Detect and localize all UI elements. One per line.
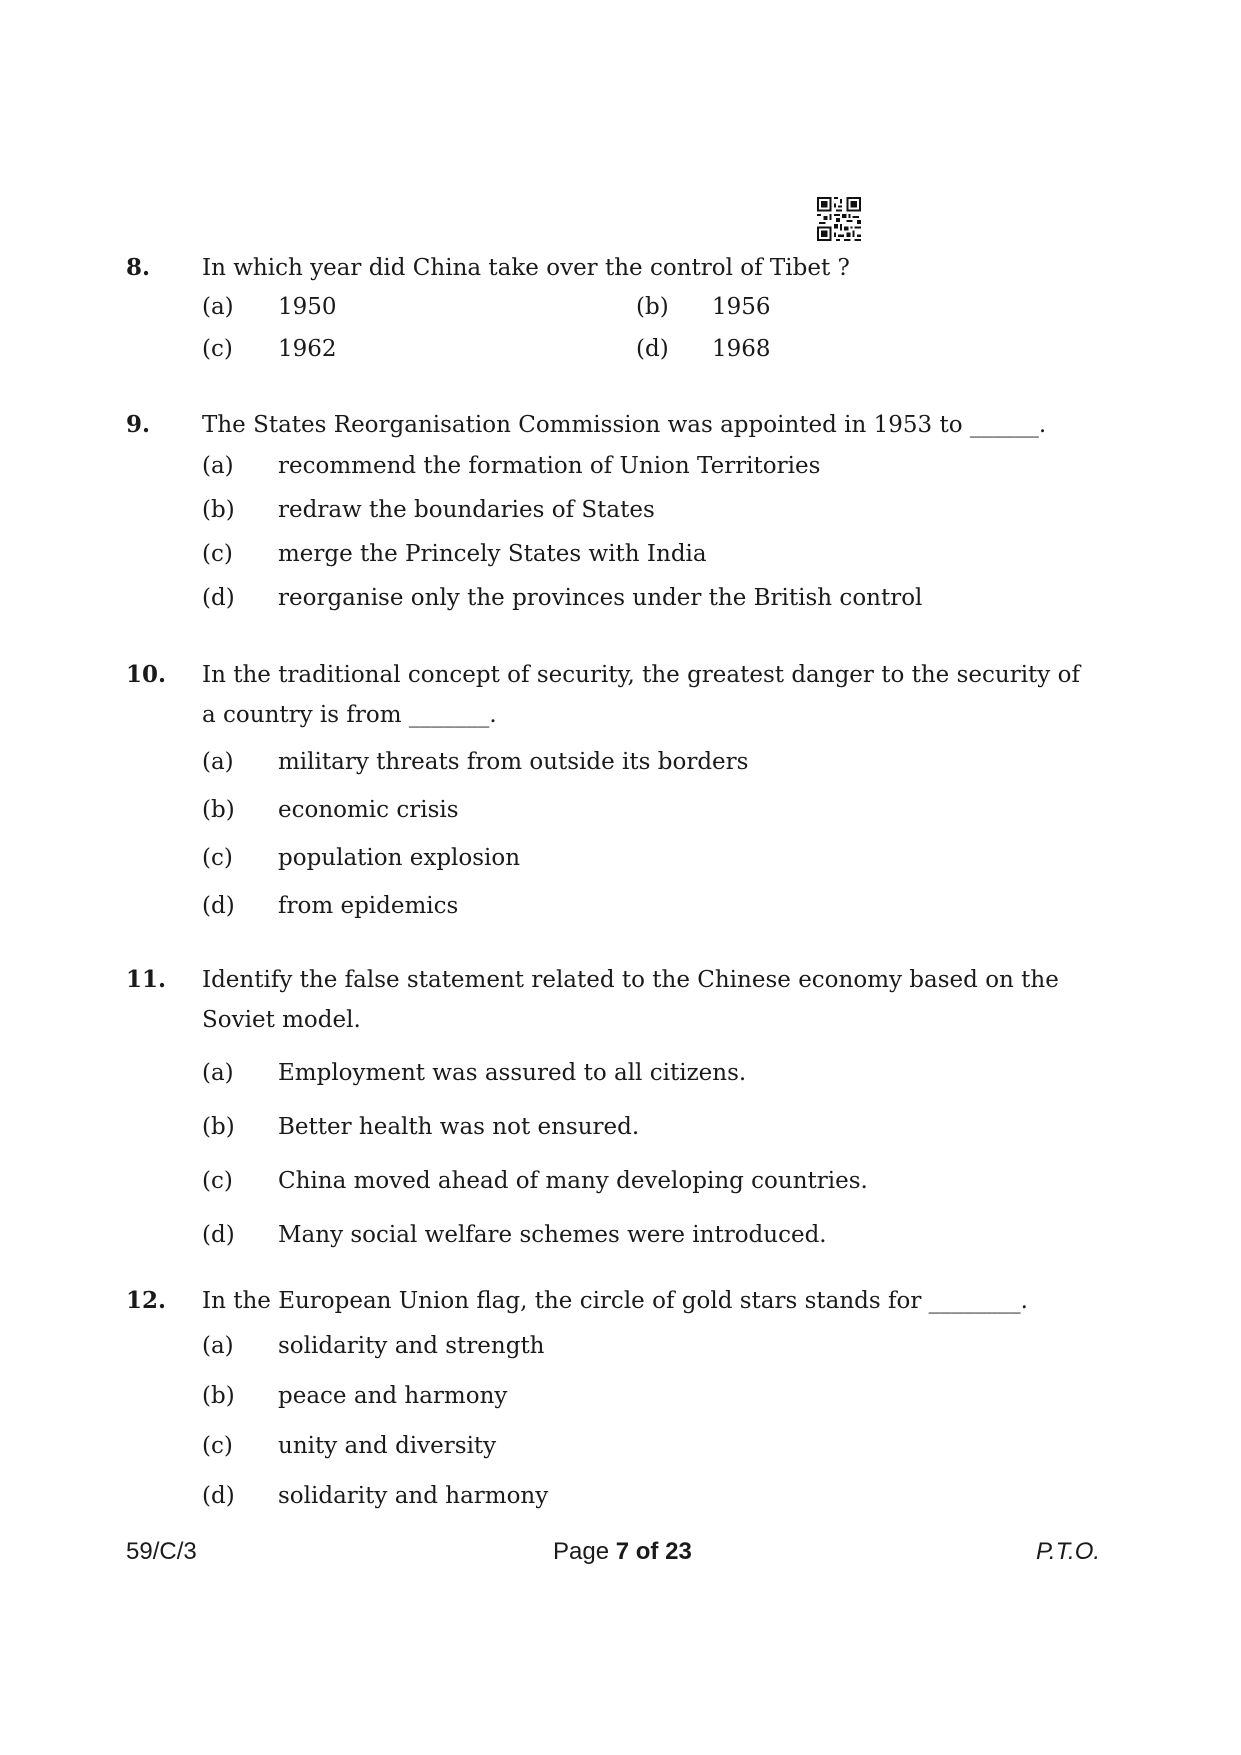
option-letter: (d) (202, 893, 235, 919)
page-current: 7 (615, 1538, 630, 1565)
option-a (202, 292, 337, 322)
option-d (202, 1481, 548, 1511)
option-text: military threats from outside its borders (278, 749, 749, 775)
option-text: redraw the boundaries of States (278, 497, 655, 523)
option-text: Many social welfare schemes were introduced. (278, 1222, 827, 1248)
question-text: In the European Union flag, the circle of gold stars stands for ________. (202, 1288, 1028, 1314)
page-prefix: Page (553, 1538, 610, 1565)
option-letter: (b) (202, 797, 235, 823)
option-b (202, 795, 459, 825)
option-text: from epidemics (278, 893, 459, 919)
option-d (202, 891, 458, 921)
option-b (202, 495, 655, 525)
question-number: 10. (126, 661, 167, 688)
option-letter: (b) (636, 294, 669, 320)
option-letter: (c) (202, 541, 233, 567)
option-c (202, 1431, 496, 1461)
option-text: merge the Princely States with India (278, 541, 707, 567)
option-text: solidarity and strength (278, 1333, 545, 1359)
option-b (202, 1112, 639, 1142)
page-of: of (635, 1538, 659, 1565)
option-c (202, 539, 707, 569)
option-c (202, 843, 520, 873)
option-letter: (c) (202, 845, 233, 871)
option-c (202, 1166, 868, 1196)
option-b (202, 1381, 507, 1411)
question-number: 12. (126, 1287, 167, 1314)
option-letter: (b) (202, 497, 235, 523)
question-text: In the traditional concept of security, the greatest danger to the security of a country is from _______. (202, 662, 1080, 728)
pto-label: P.T.O. (1036, 1538, 1101, 1565)
option-a (202, 1058, 746, 1088)
option-text: 1968 (712, 336, 771, 362)
option-letter: (c) (202, 336, 233, 362)
option-text: China moved ahead of many developing countries. (278, 1168, 868, 1194)
option-text: peace and harmony (278, 1383, 508, 1409)
option-text: solidarity and harmony (278, 1483, 549, 1509)
question-number: 11. (126, 966, 167, 993)
question-number: 8. (126, 254, 151, 281)
option-a (202, 451, 820, 481)
paper-code: 59/C/3 (126, 1538, 197, 1565)
option-text: recommend the formation of Union Territories (278, 453, 821, 479)
option-a (202, 747, 748, 777)
option-b (636, 292, 771, 322)
option-letter: (d) (636, 336, 669, 362)
question-number: 9. (126, 411, 151, 438)
option-letter: (c) (202, 1433, 233, 1459)
option-letter: (a) (202, 749, 234, 775)
option-text: economic crisis (278, 797, 459, 823)
option-d (636, 334, 771, 364)
option-text: unity and diversity (278, 1433, 497, 1459)
option-letter: (b) (202, 1383, 235, 1409)
option-letter: (a) (202, 1060, 234, 1086)
option-d (202, 583, 922, 613)
option-letter: (a) (202, 1333, 234, 1359)
option-text: Employment was assured to all citizens. (278, 1060, 747, 1086)
option-letter: (b) (202, 1114, 235, 1140)
option-c (202, 334, 337, 364)
page-number (553, 1538, 692, 1566)
option-letter: (a) (202, 453, 234, 479)
option-text: population explosion (278, 845, 521, 871)
question-text: In which year did China take over the control of Tibet ? (202, 255, 850, 281)
qr-code (817, 197, 861, 241)
option-letter: (d) (202, 585, 235, 611)
option-text: Better health was not ensured. (278, 1114, 640, 1140)
option-letter: (d) (202, 1483, 235, 1509)
option-text: 1962 (278, 336, 337, 362)
option-letter: (c) (202, 1168, 233, 1194)
option-text: 1956 (712, 294, 771, 320)
option-text: 1950 (278, 294, 337, 320)
page-total: 23 (665, 1538, 692, 1565)
question-text: The States Reorganisation Commission was appointed in 1953 to ______. (202, 412, 1047, 438)
option-letter: (d) (202, 1222, 235, 1248)
option-a (202, 1331, 545, 1361)
option-d (202, 1220, 827, 1250)
option-letter: (a) (202, 294, 234, 320)
option-text: reorganise only the provinces under the British control (278, 585, 923, 611)
question-text: Identify the false statement related to the Chinese economy based on the Soviet model. (202, 967, 1059, 1033)
